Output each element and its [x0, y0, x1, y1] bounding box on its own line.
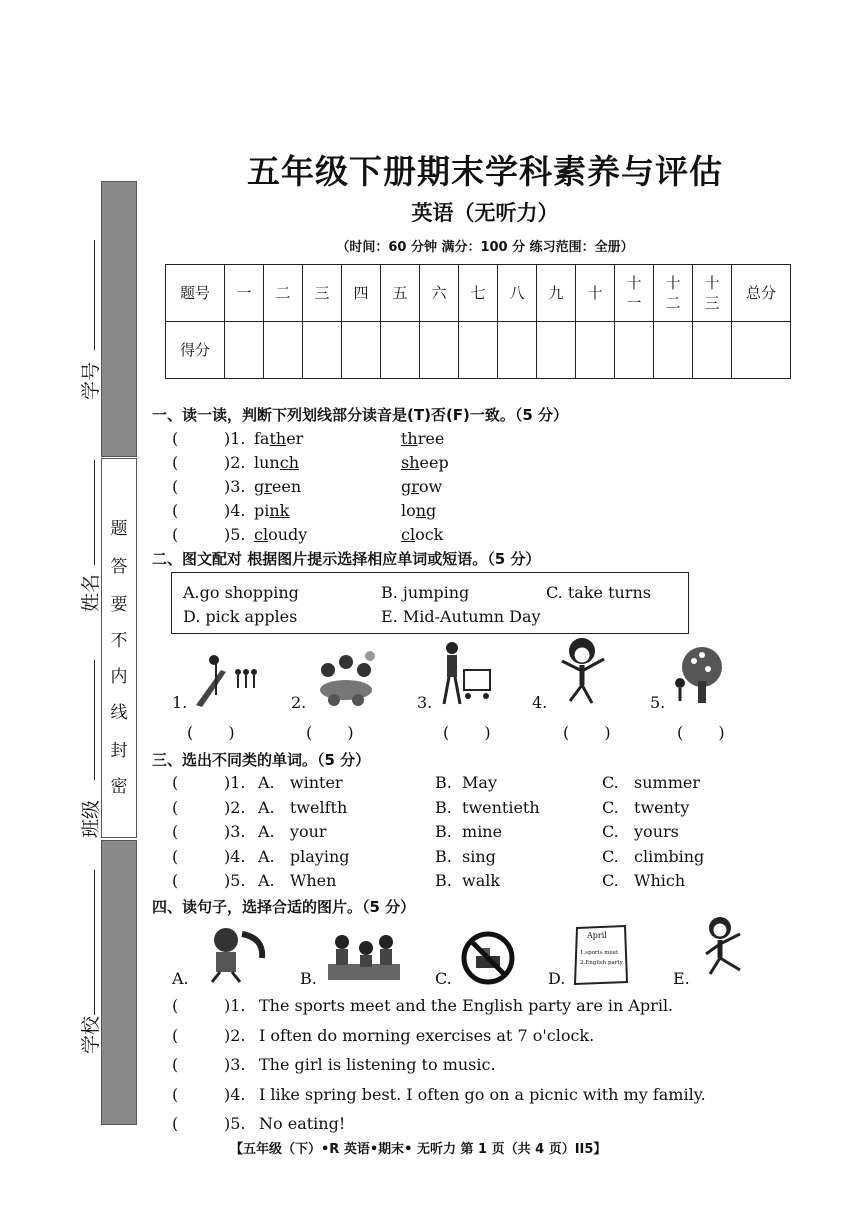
calendar-month: April [587, 931, 607, 940]
underlined-part: ch [279, 453, 299, 472]
option-c: C. yours [602, 822, 679, 841]
option-a: A. winter [258, 773, 343, 792]
item-number: )4. [224, 501, 246, 520]
answer-paren[interactable]: ( [172, 846, 179, 866]
student-no-line [94, 240, 95, 350]
word-a [254, 429, 303, 448]
score-cell[interactable] [381, 322, 420, 379]
option-b: B. sing [435, 846, 496, 866]
picture-number: 4. [532, 693, 548, 712]
word-part: fa [254, 429, 270, 448]
underlined-part: nk [269, 501, 290, 520]
word-b [401, 429, 444, 448]
item-number: )3. [224, 822, 246, 841]
item-number: )2. [224, 1025, 246, 1045]
calendar-line: 1.sports meet [580, 950, 619, 956]
answer-paren[interactable]: ( [172, 1114, 179, 1133]
seal-char: 密 [110, 777, 128, 797]
answer-paren[interactable]: ( ) [563, 723, 611, 742]
score-cell[interactable] [537, 322, 576, 379]
calendar-line: 2.English party [580, 960, 623, 966]
score-cell[interactable] [576, 322, 615, 379]
word-a [254, 453, 299, 472]
answer-paren[interactable]: ( [172, 1084, 179, 1104]
picnic-icon [324, 928, 404, 984]
answer-paren[interactable]: ( [172, 773, 179, 792]
page-title: 五年级下册期末学科素养与评估 [247, 152, 723, 191]
option-c: C. climbing [602, 846, 705, 866]
word-part: oudy [268, 525, 308, 544]
score-cell[interactable] [693, 322, 732, 379]
col-header: 五 [381, 265, 420, 322]
option-b: B. mine [435, 822, 503, 841]
shopping-cart-icon [436, 640, 496, 712]
sentence: I like spring best. I often go on a picnic with my family. [259, 1084, 706, 1104]
option-c: C. summer [602, 773, 700, 792]
item-number: )4. [224, 1084, 246, 1104]
word-bank-option: B. jumping [381, 583, 470, 602]
score-cell[interactable] [303, 322, 342, 379]
section3-heading: 三、选出不同类的单词。（5 分） [152, 751, 371, 769]
picture-letter: C. [435, 969, 452, 988]
option-b: B. May [435, 773, 497, 792]
section4-heading: 四、读句子，选择合适的图片。（5 分） [152, 898, 416, 916]
section2-heading: 二、图文配对 根据图片提示选择相应单词或短语。（5 分） [152, 550, 541, 568]
word-bank-option: C. take turns [546, 583, 651, 602]
seal-char: 封 [110, 741, 128, 761]
festival-dinner-icon [310, 648, 382, 708]
total-header: 总分 [732, 265, 791, 322]
seal-char: 答 [110, 557, 128, 577]
answer-paren[interactable]: ( [172, 1025, 179, 1045]
answer-paren[interactable]: ( ) [187, 723, 235, 742]
slide-icon [186, 650, 266, 710]
option-a: A. your [258, 822, 327, 841]
word-part: een [271, 477, 302, 496]
answer-paren[interactable]: ( [172, 797, 179, 817]
page-subtitle: 英语（无听力） [411, 201, 559, 225]
score-cell[interactable] [342, 322, 381, 379]
picture-letter: D. [548, 969, 566, 988]
item-number: )1. [224, 429, 246, 448]
sentence: No eating! [259, 1114, 346, 1133]
row-label-question: 题号 [166, 265, 225, 322]
total-cell[interactable] [732, 322, 791, 379]
option-c: C. twenty [602, 797, 690, 817]
col-header: 十 [576, 265, 615, 322]
school-line [94, 870, 95, 1015]
score-cell[interactable] [459, 322, 498, 379]
col-header: 六 [420, 265, 459, 322]
picture-number: 2. [291, 693, 307, 712]
col-header: 二 [264, 265, 303, 322]
sentence: The sports meet and the English party are in April. [259, 996, 674, 1015]
morning-exercise-icon [696, 914, 752, 980]
answer-paren[interactable]: ( [172, 429, 179, 448]
option-c: C. Which [602, 871, 686, 890]
word-bank-option: E. Mid-Autumn Day [381, 607, 541, 626]
no-eating-icon [460, 930, 516, 986]
word-part: ree [417, 429, 445, 448]
score-cell[interactable] [264, 322, 303, 379]
picture-number: 3. [417, 693, 433, 712]
score-cell[interactable] [654, 322, 693, 379]
class-line [94, 660, 95, 780]
answer-paren[interactable]: ( ) [677, 723, 725, 742]
option-b: B. walk [435, 871, 501, 890]
answer-paren[interactable]: ( [172, 501, 179, 520]
col-header: 十 三 [693, 265, 732, 322]
april-calendar-icon [571, 924, 631, 986]
seal-char: 线 [110, 703, 128, 723]
word-part: pi [254, 501, 270, 520]
answer-paren[interactable]: ( ) [443, 723, 491, 742]
seal-char: 要 [110, 595, 128, 615]
word-part: ow [418, 477, 443, 496]
option-a: A. twelfth [258, 797, 348, 817]
word-b [401, 453, 449, 472]
underlined-part: gr [401, 477, 419, 496]
picture-number: 1. [172, 693, 188, 712]
item-number: )3. [224, 1055, 246, 1074]
word-a [254, 501, 289, 520]
listening-music-icon [198, 924, 270, 984]
word-a [254, 525, 307, 544]
answer-paren[interactable]: ( [172, 871, 179, 890]
underlined-part: th [401, 429, 418, 448]
word-b [401, 501, 436, 520]
option-b: B. twentieth [435, 797, 540, 817]
binding-strip-bottom [101, 840, 137, 1125]
col-header: 三 [303, 265, 342, 322]
student-no-label: 学号 [80, 361, 102, 400]
picture-letter: E. [673, 969, 690, 988]
item-number: )1. [224, 773, 246, 792]
col-header: 四 [342, 265, 381, 322]
name-line [94, 460, 95, 565]
exam-info: （时间：60 分钟 满分：100 分 练习范围：全册） [336, 240, 634, 255]
underlined-part: cl [254, 525, 269, 544]
section1-heading: 一、读一读，判断下列划线部分读音是(T)否(F)一致。（5 分） [152, 406, 569, 424]
answer-paren[interactable]: ( [172, 525, 179, 544]
answer-paren[interactable]: ( [172, 1055, 179, 1074]
answer-paren[interactable]: ( [172, 453, 179, 472]
sentence: I often do morning exercises at 7 o'clock. [259, 1025, 595, 1045]
school-label: 学校 [80, 1015, 102, 1054]
word-part: ock [415, 525, 444, 544]
answer-paren[interactable]: ( ) [306, 723, 354, 742]
word-part: lun [254, 453, 280, 472]
word-b [401, 477, 442, 496]
jumping-girl-icon [552, 635, 612, 707]
col-header: 一 [225, 265, 264, 322]
answer-paren[interactable]: ( [172, 996, 179, 1015]
col-header: 九 [537, 265, 576, 322]
item-number: )2. [224, 453, 246, 472]
seal-char: 题 [110, 519, 128, 539]
class-label: 班级 [80, 799, 102, 838]
word-bank-option: A.go shopping [183, 583, 299, 602]
word-part: eep [419, 453, 449, 472]
row-label-score: 得分 [166, 322, 225, 379]
col-header: 十 二 [654, 265, 693, 322]
picture-number: 5. [650, 693, 666, 712]
underlined-part: th [269, 429, 287, 448]
item-number: )1. [224, 996, 246, 1015]
underlined-part: ng [415, 501, 437, 520]
answer-paren[interactable]: ( [172, 822, 179, 841]
underlined-part: sh [401, 453, 420, 472]
option-a: A. When [258, 871, 337, 890]
item-number: )3. [224, 477, 246, 496]
option-a: A. playing [258, 846, 350, 866]
word-part: er [286, 429, 304, 448]
item-number: )4. [224, 846, 246, 866]
seal-char: 不 [110, 631, 128, 651]
word-bank-option: D. pick apples [183, 607, 298, 626]
score-cell[interactable] [225, 322, 264, 379]
picture-letter: A. [172, 969, 189, 988]
score-cell[interactable] [498, 322, 537, 379]
underlined-part: gr [254, 477, 272, 496]
col-header: 八 [498, 265, 537, 322]
picture-letter: B. [300, 969, 317, 988]
item-number: )5. [224, 1114, 246, 1133]
apple-tree-icon [668, 645, 732, 705]
word-part: lo [401, 501, 416, 520]
col-header: 七 [459, 265, 498, 322]
answer-paren[interactable]: ( [172, 477, 179, 496]
item-number: )2. [224, 797, 246, 817]
seal-char: 内 [110, 667, 128, 687]
item-number: )5. [224, 525, 246, 544]
item-number: )5. [224, 871, 246, 890]
underlined-part: cl [401, 525, 416, 544]
page-footer: 【五年级（下）•R 英语•期末• 无听力 第 1 页（共 4 页）II5】 [230, 1142, 607, 1157]
word-a [254, 477, 301, 496]
name-label: 姓名 [80, 573, 102, 612]
sentence: The girl is listening to music. [259, 1055, 496, 1074]
score-cell[interactable] [615, 322, 654, 379]
word-b [401, 525, 443, 544]
col-header: 十 一 [615, 265, 654, 322]
score-table [165, 264, 791, 379]
score-cell[interactable] [420, 322, 459, 379]
